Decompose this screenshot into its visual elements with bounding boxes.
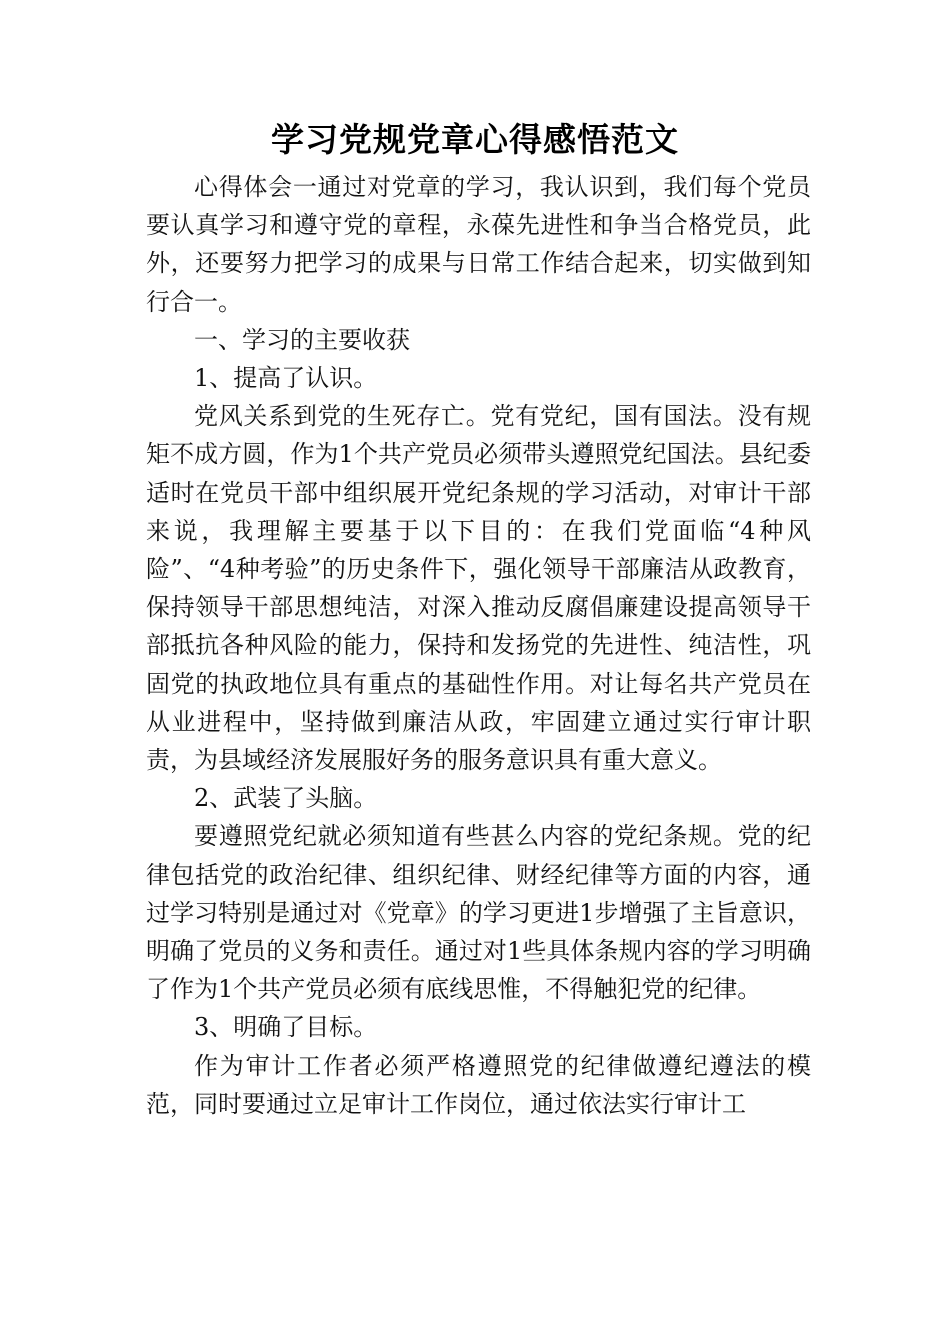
section-heading-main-gains: 一、学习的主要收获	[194, 325, 410, 354]
paragraph-1: 党风关系到党的生死存亡。党有党纪，国有国法。没有规矩不成方圆，作为1个共产党员必须带头遵照党纪国法。县纪委适时在党员干部中组织展开党纪条规的学习活动，对审计干部来说，我理解主要基于以下目的：在我们党面临“4种风险”、“4种考验”的历史条件下，强化领导干部廉洁从政教育，保持领导干部思想纯洁，对深入推动反腐倡廉建设提高领导干部抵抗各种风险的能力，保持和发扬党的先进性、纯洁性，巩固党的执政地位具有重点的基础性作用。对让每名共产党员在从业进程中，坚持做到廉洁从政，牢固建立通过实行审计职责，为县域经济发展服好务的服务意识具有重大意义。	[146, 402, 811, 775]
subheading-1: 1、提高了认识。	[194, 364, 378, 393]
document-body	[146, 168, 811, 1123]
paragraph-intro: 心得体会一通过对党章的学习，我认识到，我们每个党员要认真学习和遵守党的章程，永葆先进性和争当合格党员，此外，还要努力把学习的成果与日常工作结合起来，切实做到知行合一。	[146, 173, 811, 316]
subheading-3: 3、明确了目标。	[194, 1013, 378, 1042]
paragraph-2: 要遵照党纪就必须知道有些甚么内容的党纪条规。党的纪律包括党的政治纪律、组织纪律、财经纪律等方面的内容，通过学习特别是通过对《党章》的学习更进1步增强了主旨意识，明确了党员的义务和责任。通过对1些具体条规内容的学习明确了作为1个共产党员必须有底线思惟，不得触犯党的纪律。	[146, 822, 811, 1004]
subheading-2: 2、武装了头脑。	[194, 784, 378, 813]
paragraph-3: 作为审计工作者必须严格遵照党的纪律做遵纪遵法的模范，同时要通过立足审计工作岗位，通过依法实行审计工	[146, 1051, 811, 1118]
document-title: 学习党规党章心得感悟范文	[271, 120, 679, 159]
